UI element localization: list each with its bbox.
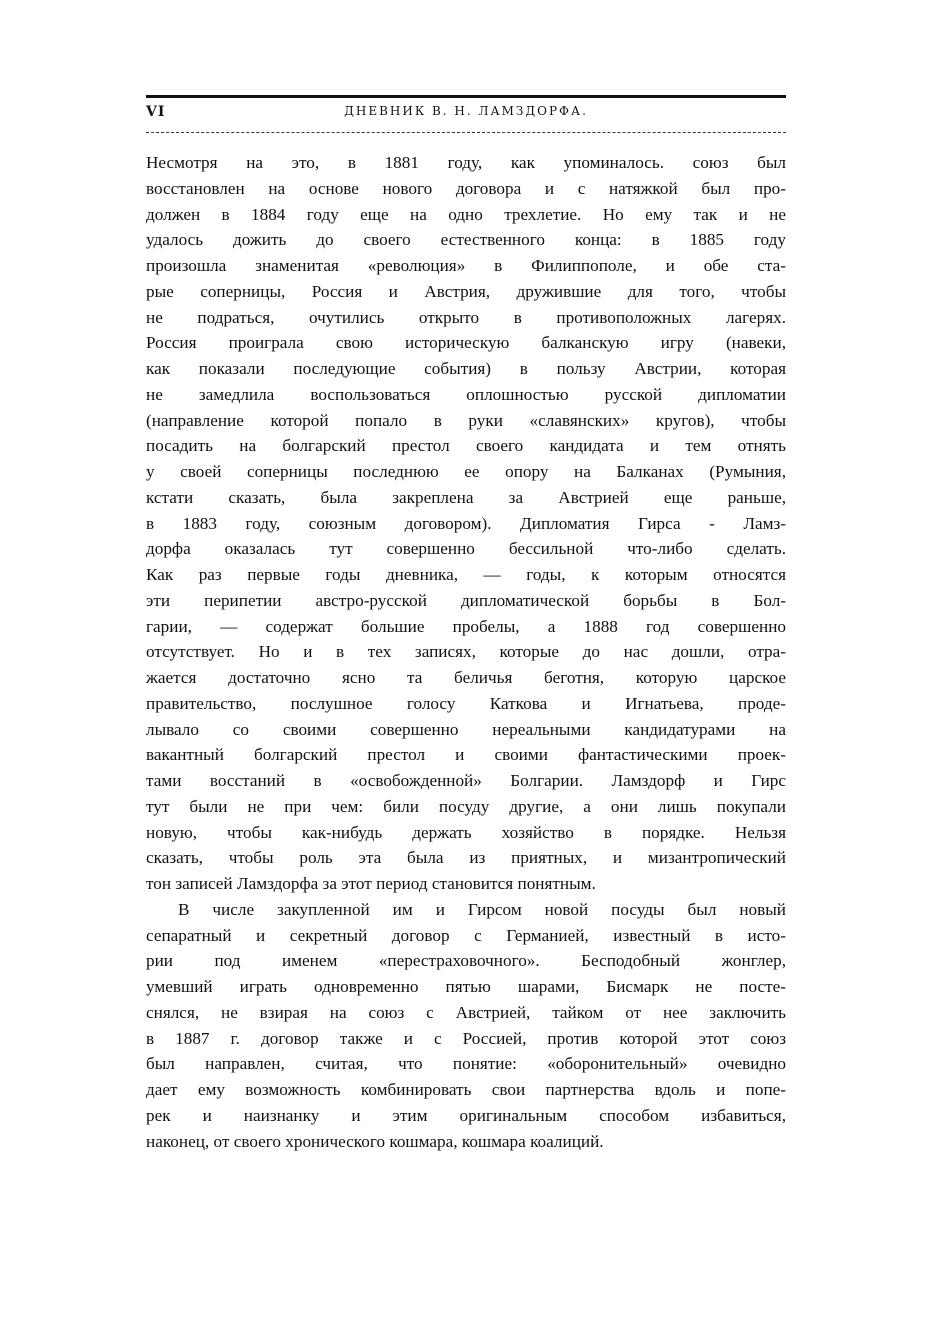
text-line: снялся, не взирая на союз с Австрией, тайком от нее заключить xyxy=(146,1002,786,1022)
text-line: рии под именем «перестраховочного». Бесподобный жонглер, xyxy=(146,951,786,971)
text-line: должен в 1884 году еще на одно трехлетие. Но ему так и не xyxy=(146,204,786,224)
paragraph xyxy=(146,150,786,897)
body-text xyxy=(146,150,786,1154)
text-line: умевший играть одновременно пятью шарами, Бисмарк не посте- xyxy=(146,977,786,996)
text-line: тами восстаний в «освобожденной» Болгарии. Ламздорф и Гирс xyxy=(146,771,786,790)
text-line: сказать, чтобы роль эта была из приятных, и мизантропический xyxy=(146,848,786,868)
page-number: VI xyxy=(146,104,166,120)
text-line: сепаратный и секретный договор с Германией, известный в исто- xyxy=(146,925,786,945)
text-line: тут были не при чем: били посуду другие, а они лишь покупали xyxy=(146,796,786,816)
text-line: отсутствует. Но и в тех записях, которые до нас дошли, отра- xyxy=(146,642,786,662)
header-rule-top xyxy=(146,95,786,98)
text-line: наконец, от своего хронического кошмара, кошмара коалиций. xyxy=(146,1131,604,1151)
text-line: в 1887 г. договор также и с Россией, против которой этот союз xyxy=(146,1028,786,1048)
text-line: (направление которой попало в руки «славянских» кругов), чтобы xyxy=(146,410,786,430)
text-line: посадить на болгарский престол своего кандидата и тем отнять xyxy=(146,436,786,456)
text-line: Несмотря на это, в 1881 году, как упоминалось. союз был xyxy=(146,153,786,172)
text-line: был направлен, считая, что понятие: «оборонительный» очевидно xyxy=(146,1054,786,1074)
text-line: Как раз первые годы дневника, — годы, к которым относятся xyxy=(146,565,786,584)
text-line: Россия проиграла свою историческую балканскую игру (навеки, xyxy=(146,333,786,353)
text-line: В числе закупленной им и Гирсом новой посуды был новый xyxy=(178,899,786,919)
header-rule-bottom xyxy=(146,132,786,133)
text-line: не замедлила воспользоваться оплошностью русской дипломатии xyxy=(146,384,786,404)
text-line: лывало со своими совершенно нереальными кандидатурами на xyxy=(146,719,786,739)
text-line: эти перипетии австро-русской дипломатической борьбы в Бол- xyxy=(146,590,786,610)
running-title: ДНЕВНИК В. Н. ЛАМЗДОРФА. xyxy=(344,104,588,118)
text-line: новую, чтобы как-нибудь держать хозяйство в порядке. Нельзя xyxy=(146,822,786,842)
text-line: тон записей Ламздорфа за этот период становится понятным. xyxy=(146,874,596,893)
text-line: жается достаточно ясно та беличья беготня, которую царское xyxy=(146,668,786,687)
text-line: произошла знаменитая «революция» в Филиппополе, и обе ста- xyxy=(146,256,786,275)
text-line: правительство, послушное голосу Каткова и Игнатьева, проде- xyxy=(146,693,786,713)
text-line: не подраться, очутились открыто в противоположных лагерях. xyxy=(146,307,786,327)
text-line: дает ему возможность комбинировать свои партнерства вдоль и попе- xyxy=(146,1080,786,1099)
text-line: восстановлен на основе нового договора и с натяжкой был про- xyxy=(146,178,786,198)
text-line: удалось дожить до своего естественного конца: в 1885 году xyxy=(146,230,786,250)
text-line: кстати сказать, была закреплена за Австрией еще раньше, xyxy=(146,487,786,507)
paragraph xyxy=(146,897,786,1155)
text-line: рек и наизнанку и этим оригинальным способом избавиться, xyxy=(146,1105,786,1125)
text-line: в 1883 году, союзным договором). Дипломатия Гирса - Ламз- xyxy=(146,513,786,533)
text-line: дорфа оказалась тут совершенно бессильной что-либо сделать. xyxy=(146,539,786,559)
text-line: гарии, — содержат большие пробелы, а 1888 год совершенно xyxy=(146,616,786,636)
text-line: вакантный болгарский престол и своими фантастическими проек- xyxy=(146,745,786,765)
text-line: как показали последующие события) в пользу Австрии, которая xyxy=(146,359,786,378)
page-header xyxy=(146,104,786,126)
text-line: у своей соперницы последнюю ее опору на Балканах (Румыния, xyxy=(146,462,786,481)
text-line: рые соперницы, Россия и Австрия, дружившие для того, чтобы xyxy=(146,281,786,301)
